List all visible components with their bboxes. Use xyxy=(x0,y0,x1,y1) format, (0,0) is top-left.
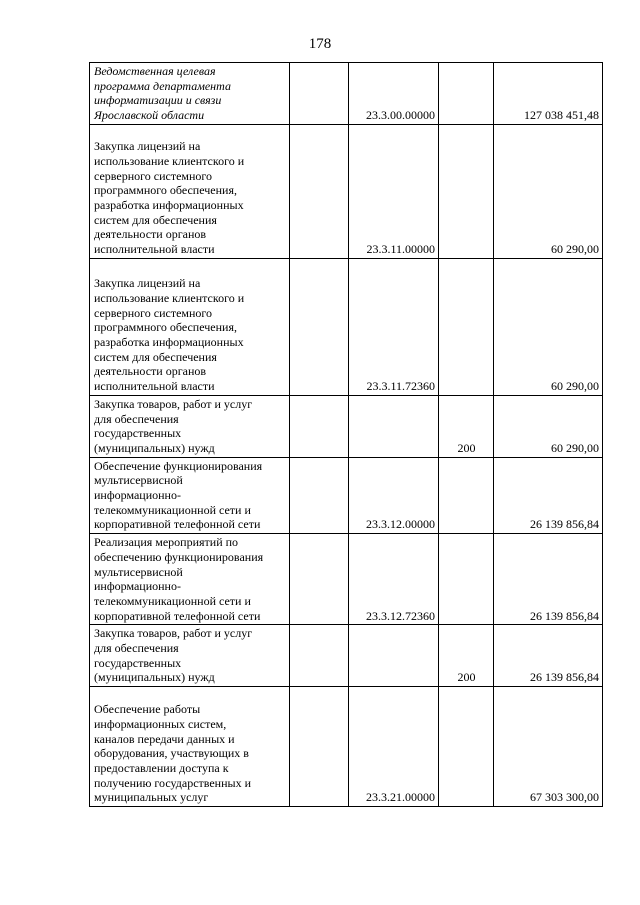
target-article-cell xyxy=(349,625,439,687)
row-name-cell xyxy=(90,687,290,807)
blank-cell xyxy=(290,258,349,395)
row-name: Обеспечение работы информационных систем, каналов передачи данных и оборудования, участвующих в предоставлении доступа к получению государственных и муниципальных услуг xyxy=(94,702,252,805)
amount-cell: 26 139 856,84 xyxy=(494,457,603,534)
table-row xyxy=(90,687,603,807)
target-article-cell: 23.3.12.72360 xyxy=(349,534,439,625)
budget-table-body xyxy=(90,63,603,807)
amount-cell: 60 290,00 xyxy=(494,395,603,457)
page-number: 178 xyxy=(308,36,332,52)
row-name-cell xyxy=(90,124,290,258)
blank-cell xyxy=(290,63,349,125)
row-name-cell xyxy=(90,395,290,457)
expense-type-cell xyxy=(439,63,494,125)
table-row xyxy=(90,534,603,625)
row-name-cell xyxy=(90,63,290,125)
target-article-cell: 23.3.12.00000 xyxy=(349,457,439,534)
blank-cell xyxy=(290,395,349,457)
target-article-cell: 23.3.00.00000 xyxy=(349,63,439,125)
amount-cell: 60 290,00 xyxy=(494,124,603,258)
table-row xyxy=(90,625,603,687)
expense-type-cell xyxy=(439,687,494,807)
amount-cell: 67 303 300,00 xyxy=(494,687,603,807)
expense-type-cell xyxy=(439,258,494,395)
row-name: Закупка товаров, работ и услуг для обеспечения государственных (муниципальных) нужд xyxy=(94,396,253,455)
row-name-cell xyxy=(90,258,290,395)
row-name-cell xyxy=(90,457,290,534)
row-name: Закупка товаров, работ и услуг для обеспечения государственных (муниципальных) нужд xyxy=(94,626,253,685)
table-row xyxy=(90,457,603,534)
row-name: Реализация мероприятий по обеспечению функционирования мультисервисной информационно- телекоммуникационной сети и корпоративной телефонной сети xyxy=(94,535,264,623)
blank-cell xyxy=(290,124,349,258)
table-row xyxy=(90,395,603,457)
amount-cell: 60 290,00 xyxy=(494,258,603,395)
expense-type-cell xyxy=(439,534,494,625)
row-name: Обеспечение функционирования мультисервисной информационно- телекоммуникационной сети и корпоративной телефонной сети xyxy=(94,458,263,532)
amount-cell: 26 139 856,84 xyxy=(494,534,603,625)
expense-type-cell: 200 xyxy=(439,395,494,457)
target-article-cell: 23.3.11.00000 xyxy=(349,124,439,258)
row-name: Ведомственная целевая программа департамента информатизации и связи Ярославской области xyxy=(94,64,231,123)
amount-cell: 127 038 451,48 xyxy=(494,63,603,125)
row-name-cell xyxy=(90,625,290,687)
budget-table xyxy=(89,62,603,807)
expense-type-cell: 200 xyxy=(439,625,494,687)
blank-cell xyxy=(290,687,349,807)
table-row xyxy=(90,124,603,258)
row-name: Закупка лицензий на использование клиентского и серверного системного программного обеспечения, разработка информационных систем для обеспечения деятельности органов исполнительной власти xyxy=(94,276,245,394)
blank-cell xyxy=(290,625,349,687)
amount-cell: 26 139 856,84 xyxy=(494,625,603,687)
blank-cell xyxy=(290,534,349,625)
expense-type-cell xyxy=(439,457,494,534)
row-name-cell xyxy=(90,534,290,625)
table-row xyxy=(90,63,603,125)
expense-type-cell xyxy=(439,124,494,258)
target-article-cell: 23.3.21.00000 xyxy=(349,687,439,807)
row-name: Закупка лицензий на использование клиентского и серверного системного программного обеспечения, разработка информационных систем для обеспечения деятельности органов исполнительной власти xyxy=(94,139,245,257)
target-article-cell: 23.3.11.72360 xyxy=(349,258,439,395)
table-row xyxy=(90,258,603,395)
blank-cell xyxy=(290,457,349,534)
target-article-cell xyxy=(349,395,439,457)
